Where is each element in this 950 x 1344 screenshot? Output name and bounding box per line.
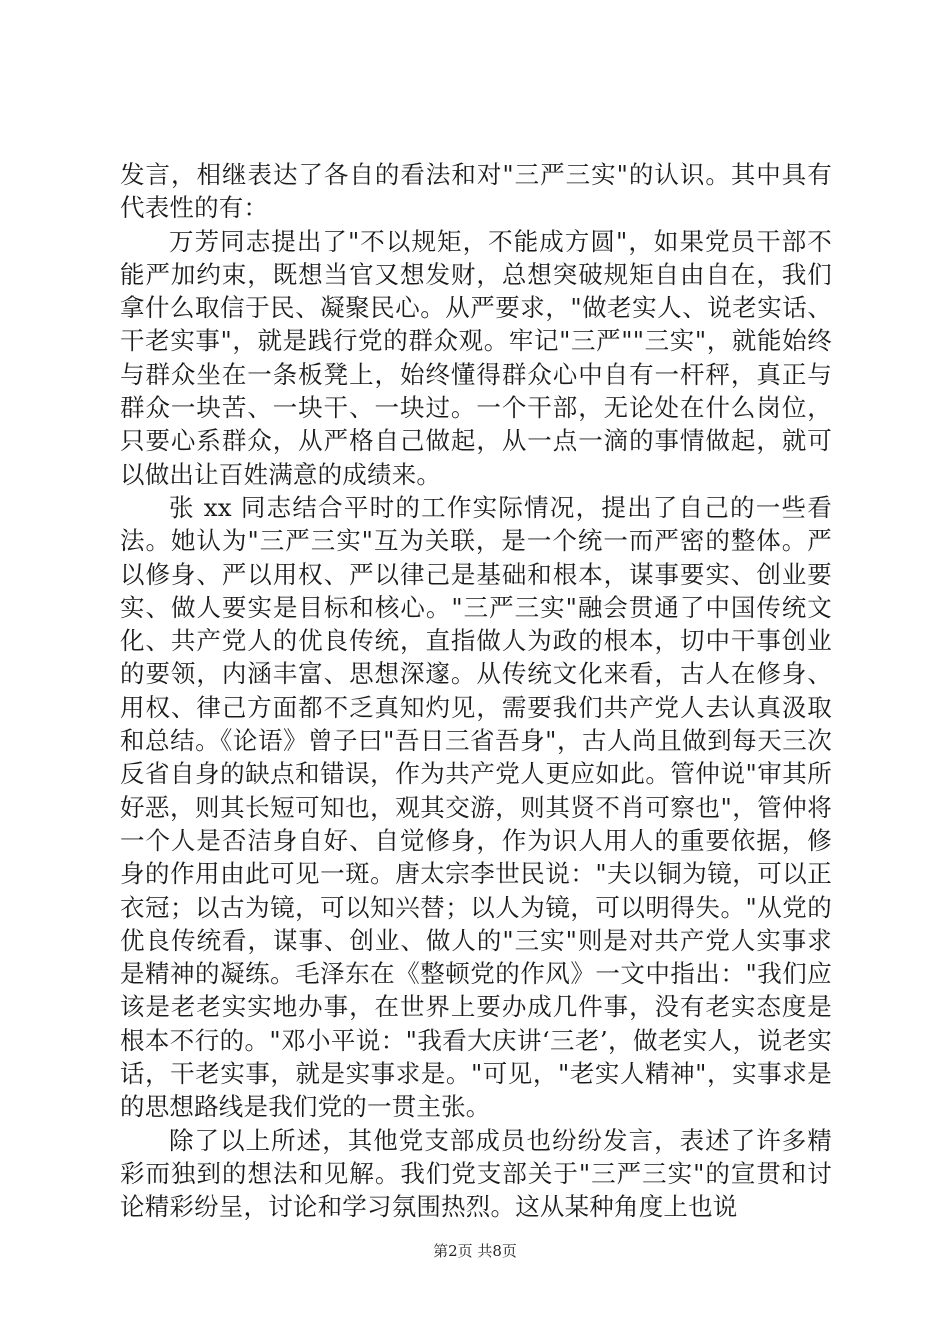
paragraph-continuation: 发言，相继表达了各自的看法和对"三严三实"的认识。其中具有代表性的有： — [120, 160, 832, 223]
paragraph-others: 除了以上所述，其他党支部成员也纷纷发言，表述了许多精彩而独到的想法和见解。我们党支部关于"三严三实"的宣贯和讨论精彩纷呈，讨论和学习氛围热烈。这从某种角度上也说 — [120, 1125, 832, 1222]
page-footer: 第2页 共8页 — [433, 1242, 517, 1260]
paragraph-wanfang: 万芳同志提出了"不以规矩，不能成方圆"，如果党员干部不能严加约束，既想当官又想发财，总想突破规矩自由自在，我们拿什么取信于民、凝聚民心。从严要求，"做老实人、说老实话、干老实事"，就是践行党的群众观。牢记"三严""三实"，就能始终与群众坐在一条板凳上，始终懂得群众心中自有一杆秤，真正与群众一块苦、一块干、一块过。一个干部，无论处在什么岗位，只要心系群众，从严格自己做起，从一点一滴的事情做起，就可以做出让百姓满意的成绩来。 — [120, 226, 832, 489]
document-body — [120, 158, 832, 1224]
paragraph-zhang: 张 xx 同志结合平时的工作实际情况，提出了自己的一些看法。她认为"三严三实"互为关联，是一个统一而严密的整体。严以修身、严以用权、严以律己是基础和根本，谋事要实、创业要实、做人要实是目标和核心。"三严三实"融会贯通了中国传统文化、共产党人的优良传统，直指做人为政的根本，切中干事创业的要领，内涵丰富、思想深邃。从传统文化来看，古人在修身、用权、律己方面都不乏真知灼见，需要我们共产党人去认真汲取和总结。《论语》曾子曰"吾日三省吾身"，古人尚且做到每天三次反省自身的缺点和错误，作为共产党人更应如此。管仲说"审其所好恶，则其长短可知也，观其交游，则其贤不肖可察也"，管仲将一个人是否洁身自好、自觉修身，作为识人用人的重要依据，修身的作用由此可见一斑。唐太宗李世民说："夫以铜为镜，可以正衣冠；以古为镜，可以知兴替；以人为镜，可以明得失。"从党的优良传统看，谋事、创业、做人的"三实"则是对共产党人实事求是精神的凝练。毛泽东在《整顿党的作风》一文中指出："我们应该是老老实实地办事，在世界上要办成几件事，没有老实态度是根本不行的。"邓小平说："我看大庆讲‘三老’，做老实人，说老实话，干老实事，就是实事求是。"可见，"老实人精神"，实事求是的思想路线是我们党的一贯主张。 — [120, 492, 832, 1122]
